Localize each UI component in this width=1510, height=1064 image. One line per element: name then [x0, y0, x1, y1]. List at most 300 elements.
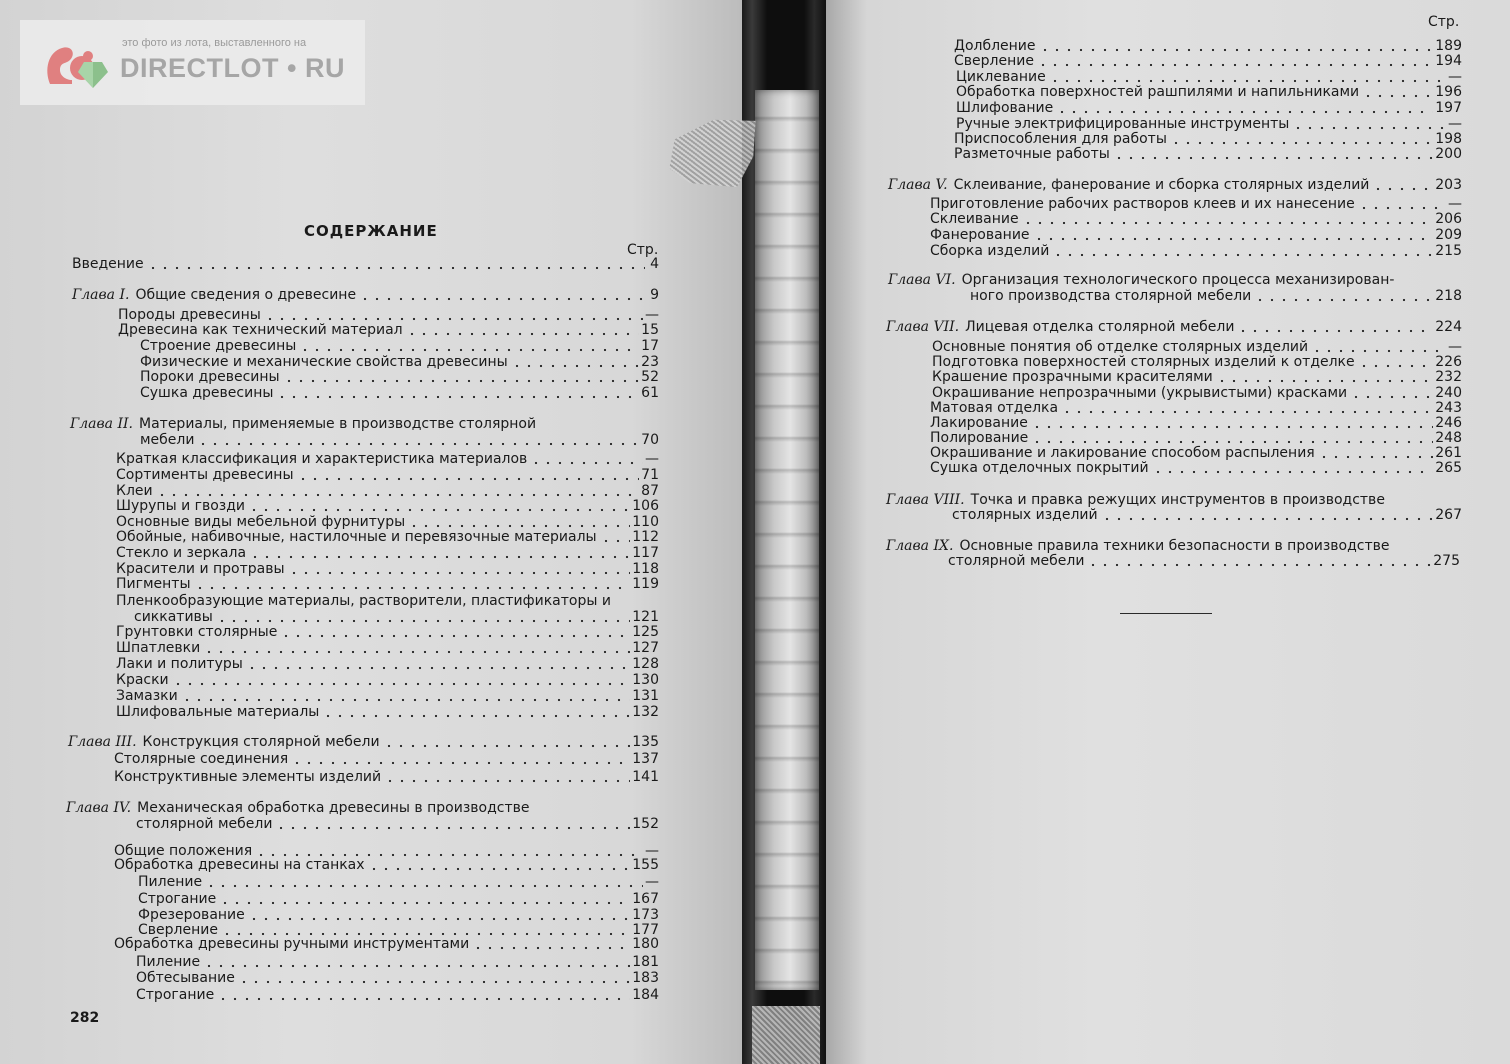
- toc-entry-page: 52: [641, 369, 659, 385]
- right-toc-entry: [956, 100, 1462, 117]
- dot-leader: [216, 619, 630, 623]
- left-toc-entry: [140, 369, 659, 386]
- dot-leader: [1022, 221, 1434, 225]
- toc-entry-page: 17: [641, 338, 659, 354]
- toc-entry-page: 203: [1435, 177, 1462, 193]
- toc-entry-page: —: [645, 874, 659, 890]
- toc-entry-title: Окрашивание и лакирование способом распыления: [930, 445, 1315, 461]
- dot-leader: [203, 650, 630, 654]
- right-toc-entry: [930, 460, 1462, 477]
- toc-entry-title: Сушка древесины: [140, 385, 274, 401]
- left-toc-entry: [116, 576, 659, 593]
- dot-leader: [248, 917, 631, 921]
- toc-entry-title: Конструктивные элементы изделий: [114, 769, 382, 785]
- left-toc-entry: [118, 322, 659, 339]
- toc-entry-label: [136, 816, 272, 833]
- dot-leader: [280, 634, 630, 638]
- toc-entry-title: Матовая отделка: [930, 400, 1059, 416]
- dot-leader: [1039, 48, 1434, 52]
- toc-entry-page: 112: [632, 529, 659, 545]
- toc-entry-title: Конструкция столярной мебели: [142, 734, 380, 750]
- watermark-brand: DIRECTLOT • RU: [120, 53, 345, 83]
- toc-entry-label: [140, 369, 280, 386]
- left-toc-entry: [140, 432, 659, 449]
- toc-entry-title: Механическая обработка древесины в производстве: [137, 800, 530, 816]
- toc-entry-page: 184: [632, 987, 659, 1003]
- toc-entry-title: Фанерование: [930, 227, 1030, 243]
- dot-leader: [600, 539, 631, 543]
- toc-entry-title: Сверление: [138, 922, 218, 938]
- dot-leader: [264, 317, 643, 321]
- dot-leader: [1113, 156, 1433, 160]
- dot-leader: [181, 698, 631, 702]
- toc-entry-label: [948, 553, 1084, 570]
- toc-entry-title: Пиление: [138, 874, 203, 890]
- toc-entry-page: 198: [1435, 131, 1462, 147]
- toc-entry-title: Клеи: [116, 483, 153, 499]
- toc-entry-title: Основные правила техники безопасности в производстве: [959, 538, 1390, 554]
- left-toc-entry: [116, 545, 659, 562]
- toc-entry-title: Склеивание: [930, 211, 1019, 227]
- toc-entry-title: столярных изделий: [952, 507, 1098, 523]
- toc-entry-title: Строгание: [138, 891, 217, 907]
- dot-leader: [1237, 329, 1433, 333]
- toc-entry-page: 209: [1435, 227, 1462, 243]
- toc-entry-page: 183: [632, 970, 659, 986]
- toc-entry-label: [140, 338, 296, 355]
- chapter-number: Глава VI.: [888, 272, 956, 288]
- dot-leader: [291, 761, 630, 765]
- toc-entry-title: Окрашивание непрозрачными (укрывистыми) красками: [932, 385, 1348, 401]
- dot-leader: [1052, 253, 1433, 257]
- dot-leader: [283, 379, 640, 383]
- toc-entry-label: [888, 177, 1369, 194]
- toc-entry-label: [116, 529, 597, 546]
- toc-entry-page: —: [1448, 116, 1462, 132]
- dot-leader: [194, 586, 631, 590]
- toc-entry-page: 167: [632, 891, 659, 907]
- left-toc-entry: [136, 970, 659, 987]
- dot-leader: [1101, 517, 1434, 521]
- right-toc-entry: [954, 146, 1462, 163]
- toc-entry-label: [952, 507, 1098, 524]
- toc-entry-label: [116, 640, 200, 657]
- right-toc-entry: [930, 243, 1462, 260]
- page-number: 282: [70, 1010, 100, 1026]
- toc-entry-label: [136, 987, 214, 1004]
- toc-entry-title: Ручные электрифицированные инструменты: [956, 116, 1290, 132]
- toc-entry-label: [138, 874, 202, 891]
- toc-entry-title: Стекло и зеркала: [116, 545, 247, 561]
- toc-entry-page: 71: [641, 467, 659, 483]
- dot-leader: [203, 964, 630, 968]
- toc-entry-page: 132: [632, 704, 659, 720]
- toc-entry-title: Долбление: [954, 38, 1036, 54]
- toc-entry-title: сиккативы: [134, 609, 213, 625]
- toc-entry-page: 106: [632, 498, 659, 514]
- toc-entry-label: [140, 385, 273, 402]
- toc-entry-page: 155: [632, 857, 659, 873]
- toc-entry-title: Шлифование: [956, 100, 1054, 116]
- toc-entry-label: [68, 734, 380, 751]
- dot-leader: [1056, 110, 1433, 114]
- toc-entry-page: 173: [632, 907, 659, 923]
- right-toc-entry: [970, 288, 1462, 305]
- dot-leader: [368, 867, 631, 871]
- toc-entry-page: 243: [1435, 400, 1462, 416]
- watermark-caption: это фото из лота, выставленного на: [122, 37, 307, 49]
- toc-entry-page: 200: [1435, 146, 1462, 162]
- right-toc-entry: [888, 272, 1430, 289]
- toc-entry-title: Замазки: [116, 688, 178, 704]
- dot-leader: [406, 332, 640, 336]
- toc-entry-page: 240: [1435, 385, 1462, 401]
- left-toc-entry: [116, 451, 659, 468]
- toc-entry-label: [114, 769, 381, 786]
- toc-entry-title: Шпатлевки: [116, 640, 201, 656]
- toc-entry-label: [888, 272, 1394, 289]
- toc-entry-page: 232: [1435, 369, 1462, 385]
- toc-entry-page: 246: [1435, 415, 1462, 431]
- left-column-header: Стр.: [627, 242, 659, 258]
- toc-entry-page: 131: [632, 688, 659, 704]
- toc-entry-label: [116, 688, 178, 705]
- dot-leader: [288, 571, 631, 575]
- dot-leader: [299, 348, 639, 352]
- toc-entry-page: 117: [632, 545, 659, 561]
- dot-leader: [530, 461, 643, 465]
- dot-leader: [1311, 349, 1446, 353]
- toc-entry-page: 4: [650, 256, 659, 272]
- toc-entry-page: 9: [650, 287, 659, 303]
- toc-entry-page: —: [1448, 69, 1462, 85]
- left-toc-entry: [116, 640, 659, 657]
- left-toc-entry: [72, 256, 659, 273]
- toc-entry-page: 180: [632, 936, 659, 952]
- toc-entry-title: Материалы, применяемые в производстве столярной: [139, 416, 537, 432]
- left-toc-entry: [114, 857, 659, 874]
- toc-entry-title: Лицевая отделка столярной мебели: [965, 319, 1235, 335]
- toc-entry-page: 61: [641, 385, 659, 401]
- toc-entry-page: 224: [1435, 319, 1462, 335]
- toc-entry-title: Столярные соединения: [114, 751, 289, 767]
- dot-leader: [1358, 364, 1434, 368]
- toc-entry-label: [956, 84, 1359, 101]
- toc-entry-title: Краски: [116, 672, 169, 688]
- left-toc-entry: [116, 624, 659, 641]
- toc-entry-label: [970, 288, 1251, 305]
- left-toc-entry: [116, 672, 659, 689]
- dot-leader: [297, 477, 640, 481]
- right-toc-entry: [956, 84, 1462, 101]
- dot-leader: [1358, 206, 1446, 210]
- toc-entry-page: 215: [1435, 243, 1462, 259]
- left-toc-entry: [114, 751, 659, 768]
- chapter-number: Глава VIII.: [886, 492, 965, 508]
- dot-leader: [383, 744, 631, 748]
- toc-entry-page: —: [645, 307, 659, 323]
- left-toc-entry: [138, 891, 659, 908]
- dot-leader: [1292, 126, 1446, 130]
- toc-entry-title: Обойные, набивочные, настилочные и перевязочные материалы: [116, 529, 597, 545]
- toc-entry-title: Обработка древесины на станках: [114, 857, 365, 873]
- dot-leader: [1049, 79, 1446, 83]
- toc-entry-label: [116, 593, 611, 610]
- left-toc-entry: [138, 874, 659, 891]
- toc-entry-title: Циклевание: [956, 69, 1046, 85]
- toc-entry-title: Лакирование: [930, 415, 1028, 431]
- left-toc-entry: [136, 987, 659, 1004]
- toc-entry-title: Общие сведения о древесине: [135, 287, 357, 303]
- toc-entry-page: 119: [632, 576, 659, 592]
- toc-entry-title: Пиление: [136, 954, 201, 970]
- dot-leader: [238, 980, 630, 984]
- toc-entry-page: 125: [632, 624, 659, 640]
- toc-entry-title: Шурупы и гвозди: [116, 498, 246, 514]
- toc-entry-title: Основные виды мебельной фурнитуры: [116, 514, 406, 530]
- toc-entry-title: Сверление: [954, 53, 1034, 69]
- toc-entry-title: Точка и правка режущих инструментов в производстве: [970, 492, 1385, 508]
- toc-entry-page: 189: [1435, 38, 1462, 54]
- toc-entry-label: [118, 322, 403, 339]
- dot-leader: [156, 493, 640, 497]
- toc-entry-title: Лаки и политуры: [116, 656, 243, 672]
- left-toc-entry: [140, 338, 659, 355]
- left-toc-entry: [114, 936, 659, 953]
- toc-entry-page: 110: [632, 514, 659, 530]
- toc-entry-title: ного производства столярной мебели: [970, 288, 1252, 304]
- chapter-number: Глава IV.: [66, 800, 132, 816]
- toc-entry-page: 218: [1435, 288, 1462, 304]
- dot-leader: [1362, 94, 1433, 98]
- toc-entry-title: Введение: [72, 256, 144, 272]
- toc-entry-page: 15: [641, 322, 659, 338]
- toc-entry-title: Обработка древесины ручными инструментами: [114, 936, 470, 952]
- dot-leader: [249, 555, 630, 559]
- toc-entry-title: Красители и протравы: [116, 561, 285, 577]
- dot-leader: [1037, 63, 1433, 67]
- toc-entry-title: Шлифовальные материалы: [116, 704, 320, 720]
- dot-leader: [276, 395, 639, 399]
- toc-entry-label: [954, 146, 1110, 163]
- toc-entry-label: [930, 211, 1019, 228]
- left-toc-entry: [66, 800, 628, 817]
- right-toc-entry: [930, 227, 1462, 244]
- toc-entry-title: Обработка поверхностей рашпилями и напильниками: [956, 84, 1360, 100]
- toc-entry-label: [72, 287, 356, 304]
- toc-entry-page: —: [645, 843, 659, 859]
- toc-entry-page: 87: [641, 483, 659, 499]
- toc-entry-title: Крашение прозрачными красителями: [932, 369, 1213, 385]
- toc-entry-title: Породы древесины: [118, 307, 261, 323]
- toc-entry-page: 23: [641, 354, 659, 370]
- left-toc-entry: [116, 467, 659, 484]
- dot-leader: [246, 666, 630, 670]
- toc-entry-title: Склеивание, фанерование и сборка столярных изделий: [953, 177, 1370, 193]
- toc-entry-title: Общие положения: [114, 843, 253, 859]
- toc-entry-page: —: [1448, 196, 1462, 212]
- toc-entry-label: [136, 954, 200, 971]
- toc-entry-page: 152: [632, 816, 659, 832]
- toc-entry-page: 196: [1435, 84, 1462, 100]
- toc-entry-title: Пороки древесины: [140, 369, 280, 385]
- toc-entry-label: [72, 256, 144, 273]
- dot-leader: [1350, 395, 1433, 399]
- toc-entry-title: мебели: [140, 432, 195, 448]
- dot-leader: [1216, 379, 1434, 383]
- toc-entry-page: 128: [632, 656, 659, 672]
- right-toc-entry: [888, 177, 1462, 194]
- chapter-number: Глава V.: [888, 177, 948, 193]
- chapter-number: Глава VII.: [886, 319, 960, 335]
- toc-entry-title: Сортименты древесины: [116, 467, 294, 483]
- toc-entry-title: Пигменты: [116, 576, 191, 592]
- toc-title: СОДЕРЖАНИЕ: [304, 222, 438, 240]
- left-toc-entry: [114, 769, 659, 786]
- toc-entry-label: [954, 53, 1034, 70]
- toc-entry-label: [886, 319, 1234, 336]
- toc-entry-label: [116, 656, 243, 673]
- toc-entry-label: [116, 451, 527, 468]
- toc-entry-page: 267: [1435, 507, 1462, 523]
- toc-entry-label: [116, 576, 191, 593]
- dot-leader: [217, 997, 630, 1001]
- toc-entry-title: Древесина как технический материал: [118, 322, 403, 338]
- left-toc-entry: [116, 688, 659, 705]
- toc-entry-title: Фрезерование: [138, 907, 245, 923]
- toc-entry-page: 177: [632, 922, 659, 938]
- dot-leader: [275, 826, 630, 830]
- toc-entry-label: [116, 545, 246, 562]
- dot-leader: [1152, 470, 1434, 474]
- toc-entry-page: —: [645, 451, 659, 467]
- toc-entry-title: Обтесывание: [136, 970, 235, 986]
- toc-entry-label: [66, 800, 530, 817]
- toc-entry-label: [140, 432, 194, 449]
- chapter-number: Глава III.: [68, 734, 137, 750]
- toc-entry-label: [116, 467, 294, 484]
- toc-entry-title: Приспособления для работы: [954, 131, 1167, 147]
- toc-entry-page: 181: [632, 954, 659, 970]
- toc-entry-title: Сушка отделочных покрытий: [930, 460, 1149, 476]
- right-toc-entry: [930, 211, 1462, 228]
- dot-leader: [511, 364, 639, 368]
- chapter-number: Глава I.: [72, 287, 130, 303]
- chapter-number: Глава II.: [70, 416, 133, 432]
- dot-leader: [322, 714, 630, 718]
- dot-leader: [147, 266, 645, 270]
- toc-entry-label: [930, 227, 1030, 244]
- left-toc-entry: [116, 593, 630, 610]
- toc-entry-label: [114, 936, 469, 953]
- toc-entry-page: 226: [1435, 354, 1462, 370]
- toc-entry-label: [138, 891, 216, 908]
- chapter-number: Глава IX.: [886, 538, 954, 554]
- toc-entry-title: Физические и механические свойства древесины: [140, 354, 508, 370]
- dot-leader: [1031, 425, 1433, 429]
- toc-entry-label: [116, 704, 319, 721]
- toc-entry-page: 130: [632, 672, 659, 688]
- toc-entry-title: Пленкообразующие материалы, растворители, пластификаторы и: [116, 593, 611, 609]
- toc-entry-title: Организация технологического процесса механизирован-: [961, 272, 1395, 288]
- right-toc-entry: [886, 319, 1462, 336]
- toc-entry-page: 121: [632, 609, 659, 625]
- toc-entry-page: —: [1448, 339, 1462, 355]
- toc-entry-page: 265: [1435, 460, 1462, 476]
- dot-leader: [472, 946, 630, 950]
- toc-entry-label: [70, 416, 536, 433]
- toc-entry-label: [116, 498, 245, 515]
- toc-entry-title: Строгание: [136, 987, 215, 1003]
- toc-entry-label: [114, 751, 288, 768]
- dot-leader: [384, 779, 630, 783]
- dot-leader: [1170, 141, 1433, 145]
- toc-entry-label: [116, 672, 169, 689]
- toc-entry-label: [930, 460, 1149, 477]
- toc-entry-label: [116, 624, 277, 641]
- toc-entry-title: Основные понятия об отделке столярных изделий: [932, 339, 1309, 355]
- left-toc-entry: [116, 656, 659, 673]
- toc-entry-title: Краткая классификация и характеристика материалов: [116, 451, 528, 467]
- toc-entry-page: 137: [632, 751, 659, 767]
- toc-entry-page: 118: [632, 561, 659, 577]
- dot-leader: [219, 901, 630, 905]
- dot-leader: [1033, 237, 1434, 241]
- left-toc-entry: [140, 385, 659, 402]
- dot-leader: [359, 297, 645, 301]
- toc-entry-label: [930, 243, 1049, 260]
- dot-leader: [1087, 563, 1431, 567]
- dot-leader: [1061, 410, 1433, 414]
- toc-entry-title: столярной мебели: [948, 553, 1085, 569]
- toc-entry-title: Приготовление рабочих растворов клеев и их нанесение: [930, 196, 1355, 212]
- left-toc-entry: [72, 287, 659, 304]
- dot-leader: [1254, 298, 1433, 302]
- toc-entry-title: Грунтовки столярные: [116, 624, 278, 640]
- right-toc-entry: [932, 369, 1462, 386]
- dot-leader: [408, 524, 630, 528]
- left-toc-entry: [116, 704, 659, 721]
- toc-entry-page: 197: [1435, 100, 1462, 116]
- dot-leader: [205, 884, 643, 888]
- toc-entry-title: столярной мебели: [136, 816, 273, 832]
- right-toc-entry: [954, 53, 1462, 70]
- toc-entry-title: Разметочные работы: [954, 146, 1110, 162]
- toc-entry-page: 248: [1435, 430, 1462, 446]
- toc-entry-label: [932, 369, 1213, 386]
- toc-entry-page: 70: [641, 432, 659, 448]
- left-toc-entry: [116, 529, 659, 546]
- toc-entry-page: 261: [1435, 445, 1462, 461]
- toc-entry-label: [136, 970, 235, 987]
- dot-leader: [172, 682, 631, 686]
- dot-leader: [248, 508, 630, 512]
- toc-entry-label: [956, 100, 1053, 117]
- dot-leader: [1318, 455, 1434, 459]
- left-toc-entry: [136, 954, 659, 971]
- dot-leader: [1372, 187, 1433, 191]
- left-toc-entry: [116, 498, 659, 515]
- dot-leader: [197, 442, 639, 446]
- left-toc-entry: [136, 816, 659, 833]
- toc-entry-title: Подготовка поверхностей столярных изделий к отделке: [932, 354, 1355, 370]
- toc-entry-page: 127: [632, 640, 659, 656]
- right-toc-entry: [952, 507, 1462, 524]
- toc-entry-title: Сборка изделий: [930, 243, 1050, 259]
- toc-entry-label: [114, 857, 365, 874]
- left-toc-entry: [70, 416, 627, 433]
- dot-leader: [1031, 440, 1433, 444]
